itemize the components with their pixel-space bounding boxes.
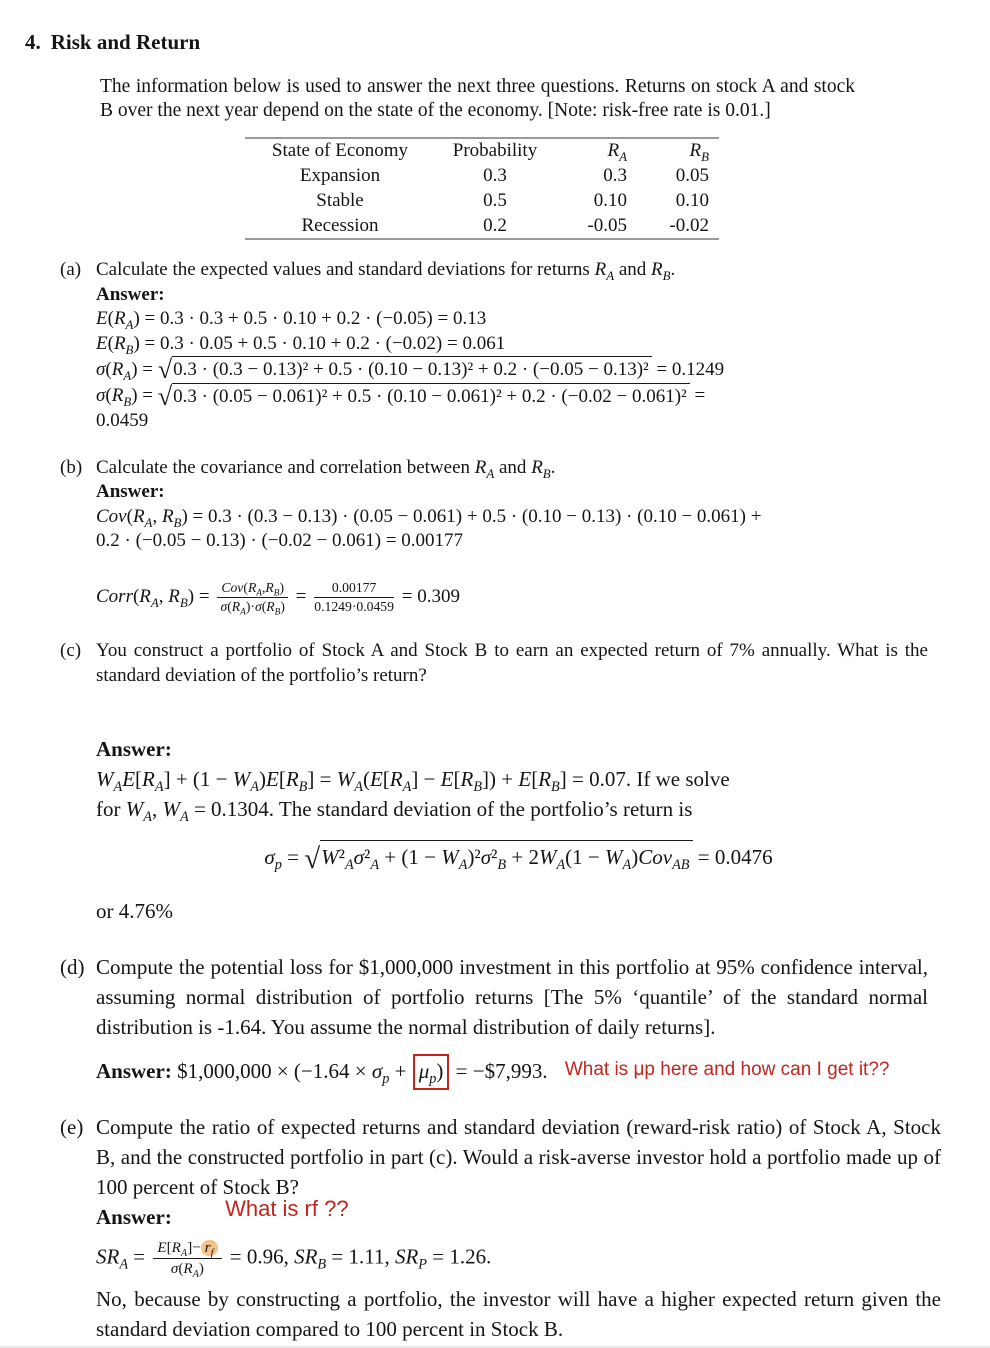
intro-paragraph: The information below is used to answer the next three questions. Returns on stock A and stock B over the next year depend on the state of the economy. [Note: risk-free rate is 0.01.] [100, 76, 855, 121]
section-heading [0, 0, 990, 55]
cell-rb: 0.10 [675, 190, 709, 211]
formula-portfolio-stdev: $\sigma_p$ = √ $W^2_A\sigma^2_A + (1 - W_A)^2\sigma^2_B + 2W_A(1 - W_A)Cov_{AB}$ = 0.0476 [96, 840, 941, 872]
col-header-state: State of Economy [271, 140, 409, 161]
part-a-label: (a) [60, 259, 82, 280]
part-d [0, 952, 990, 1090]
cell-state: Stable [316, 190, 364, 211]
formula-expected-rb: $E(R_B) = 0.3 \cdot 0.05 + 0.5 \cdot 0.10 + 0.2 \cdot (-0.02) = 0.061$ [96, 332, 506, 357]
answer-label: Answer: [96, 481, 165, 502]
red-box-annotation: $\mu_p$) [413, 1054, 450, 1090]
answer-label: Answer: [96, 283, 165, 305]
cell-state: Expansion [299, 165, 381, 186]
table-row-expansion [245, 163, 719, 188]
col-header-probability: Probability [452, 140, 538, 161]
annotation-mu-question: What is μp here and how can I get it?? [564, 1059, 890, 1081]
part-d-answer-line [96, 1054, 941, 1090]
part-e-question: Compute the ratio of expected returns and standard deviation (reward-risk ratio) of Stock A, Stock B, and the constructed portfolio in part (c). Would a risk-averse investor hold a portfolio made up of 100 percent of Stock B? [96, 1115, 941, 1200]
annotation-rf-question: What is rf ?? [225, 1196, 349, 1222]
sqrt-radical: √ 0.3 · (0.3 − 0.13)² + 0.5 · (0.10 − 0.13)² + 0.2 · (−0.05 − 0.13)² [158, 356, 652, 383]
col-header-rb: $R_B$ [689, 140, 709, 164]
sqrt-radical: √ 0.3 · (0.05 − 0.061)² + 0.5 · (0.10 − 0.061)² + 0.2 · (−0.02 − 0.061)² [158, 383, 690, 410]
formula-covariance-line1: $Cov(R_A$, $R_B) = 0.3 \cdot (0.3 - 0.13) \cdot (0.05 - 0.061) + 0.5 \cdot (0.10 - 0.13) \cdot (0.10 - 0.061)$ + [96, 505, 762, 530]
formula-sigma-ra: $\sigma(R_A)$ = √ 0.3 · (0.3 − 0.13)² + 0.5 · (0.10 − 0.13)² + 0.2 · (−0.05 − 0.13)² = 0.1249 [96, 355, 725, 385]
part-d-label: (d) [60, 955, 85, 980]
section-title-text: Risk and Return [50, 30, 201, 54]
formula-portfolio-weight-line1: $W_AE[R_A] + (1 - W_A)E[R_B] = W_A(E[R_A] - E[R_B]) + E[R_B] = 0.07$. If we solve [96, 767, 730, 796]
formula-covariance-line2: 0.2 · (−0.05 − 0.13) · (−0.02 − 0.061) = 0.00177 [96, 530, 464, 551]
formula-expected-ra: $E(R_A) = 0.3 \cdot 0.3 + 0.5 \cdot 0.10 + 0.2 \cdot (-0.05) = 0.13$ [96, 308, 487, 332]
radical-sign: √ [157, 381, 173, 411]
part-e-label: (e) [60, 1115, 84, 1140]
part-b [0, 456, 990, 616]
cell-rb: 0.05 [675, 165, 709, 186]
formula-sharpe-ratios: $SR_A$ = $\frac{E[R_A]- r_f}{\sigma(R_A)}$ = 0.96, $SR_B = 1.11$, $SR_P = 1.26$. [96, 1239, 492, 1280]
fraction: $\frac{Cov(R_A,R_B)}{\sigma(R_A)\cdot\sigma(R_B)}$ [217, 580, 288, 616]
part-a [0, 258, 990, 434]
part-c-label: (c) [60, 640, 82, 662]
formula-sigma-rb: $\sigma(R_B)$ = √ 0.3 · (0.05 − 0.061)² + 0.5 · (0.10 − 0.061)² + 0.2 · (−0.02 − 0.061)² = [96, 381, 706, 411]
cell-ra: 0.10 [593, 190, 627, 211]
sqrt-radical: √ $W^2_A\sigma^2_A + (1 - W_A)^2\sigma^2_B + 2W_A(1 - W_A)Cov_{AB}$ [304, 840, 692, 872]
cell-probability: 0.5 [483, 190, 507, 211]
answer-label: Answer: [96, 737, 172, 762]
formula-correlation: $Corr(R_A$, $R_B$) = $\frac{Cov(R_A,R_B)}{\sigma(R_A)\cdot\sigma(R_B)}$ = $\frac{0.00177}{0.1249\cdot 0.0459}$ = 0.309 [96, 579, 460, 618]
fraction: $\frac{0.00177}{0.1249\cdot 0.0459}$ [314, 579, 394, 614]
answer-label: Answer: [96, 1205, 172, 1230]
cell-probability: 0.3 [483, 165, 507, 186]
col-header-ra: $R_A$ [607, 140, 627, 164]
cell-rb: -0.02 [669, 215, 709, 236]
part-b-question: Calculate the covariance and correlation between $R_A$ and $R_B$. [96, 456, 556, 481]
part-d-question: Compute the potential loss for $1,000,000 investment in this portfolio at 95% confidence interval, assuming normal distribution of portfolio returns [The 5% ‘quantile’ of the standard normal distribution is -1.64. You assume the normal distribution of daily returns]. [96, 955, 928, 1040]
part-a-question: Calculate the expected values and standard deviations for returns $R_A$ and $R_B$. [96, 259, 676, 283]
economy-table [245, 137, 719, 240]
table-row-stable [245, 188, 719, 213]
portfolio-stdev-percent: or 4.76% [96, 899, 173, 924]
cell-state: Recession [301, 215, 379, 236]
cell-probability: 0.2 [483, 215, 507, 236]
radical-sign: √ [304, 842, 321, 875]
part-e-answer-label-row [96, 1196, 941, 1232]
part-c [0, 639, 990, 926]
table-row-recession [245, 213, 719, 239]
table-header-row [245, 138, 719, 163]
formula-sigma-rb-value: 0.0459 [96, 410, 149, 431]
cell-ra: 0.3 [603, 165, 627, 186]
fraction: $\frac{E[R_A]- r_f}{\sigma(R_A)}$ [153, 1239, 221, 1278]
part-b-label: (b) [60, 456, 83, 478]
part-e [0, 1112, 990, 1344]
part-c-question: You construct a portfolio of Stock A and Stock B to earn an expected return of 7% annually. What is the standard deviation of the portfolio’s return? [96, 640, 928, 686]
cell-ra: -0.05 [587, 215, 627, 236]
part-e-conclusion: No, because by constructing a portfolio, the investor will have a higher expected return given the standard deviation compared to 100 percent in Stock B. [96, 1287, 941, 1342]
radical-sign: √ [157, 355, 173, 385]
section-number: 4. [25, 30, 41, 54]
formula-portfolio-weight-line2: for $W_A$, $W_A = 0.1304$. The standard deviation of the portfolio’s return is [96, 797, 693, 826]
orange-highlight-mark: $r_f$ [201, 1240, 218, 1256]
formula-value-at-risk: $1,000,000 × $(-1.64 \times \sigma_p + \mu_p)$ = −$7,993. [177, 1059, 548, 1083]
answer-label: Answer: [96, 1059, 172, 1084]
